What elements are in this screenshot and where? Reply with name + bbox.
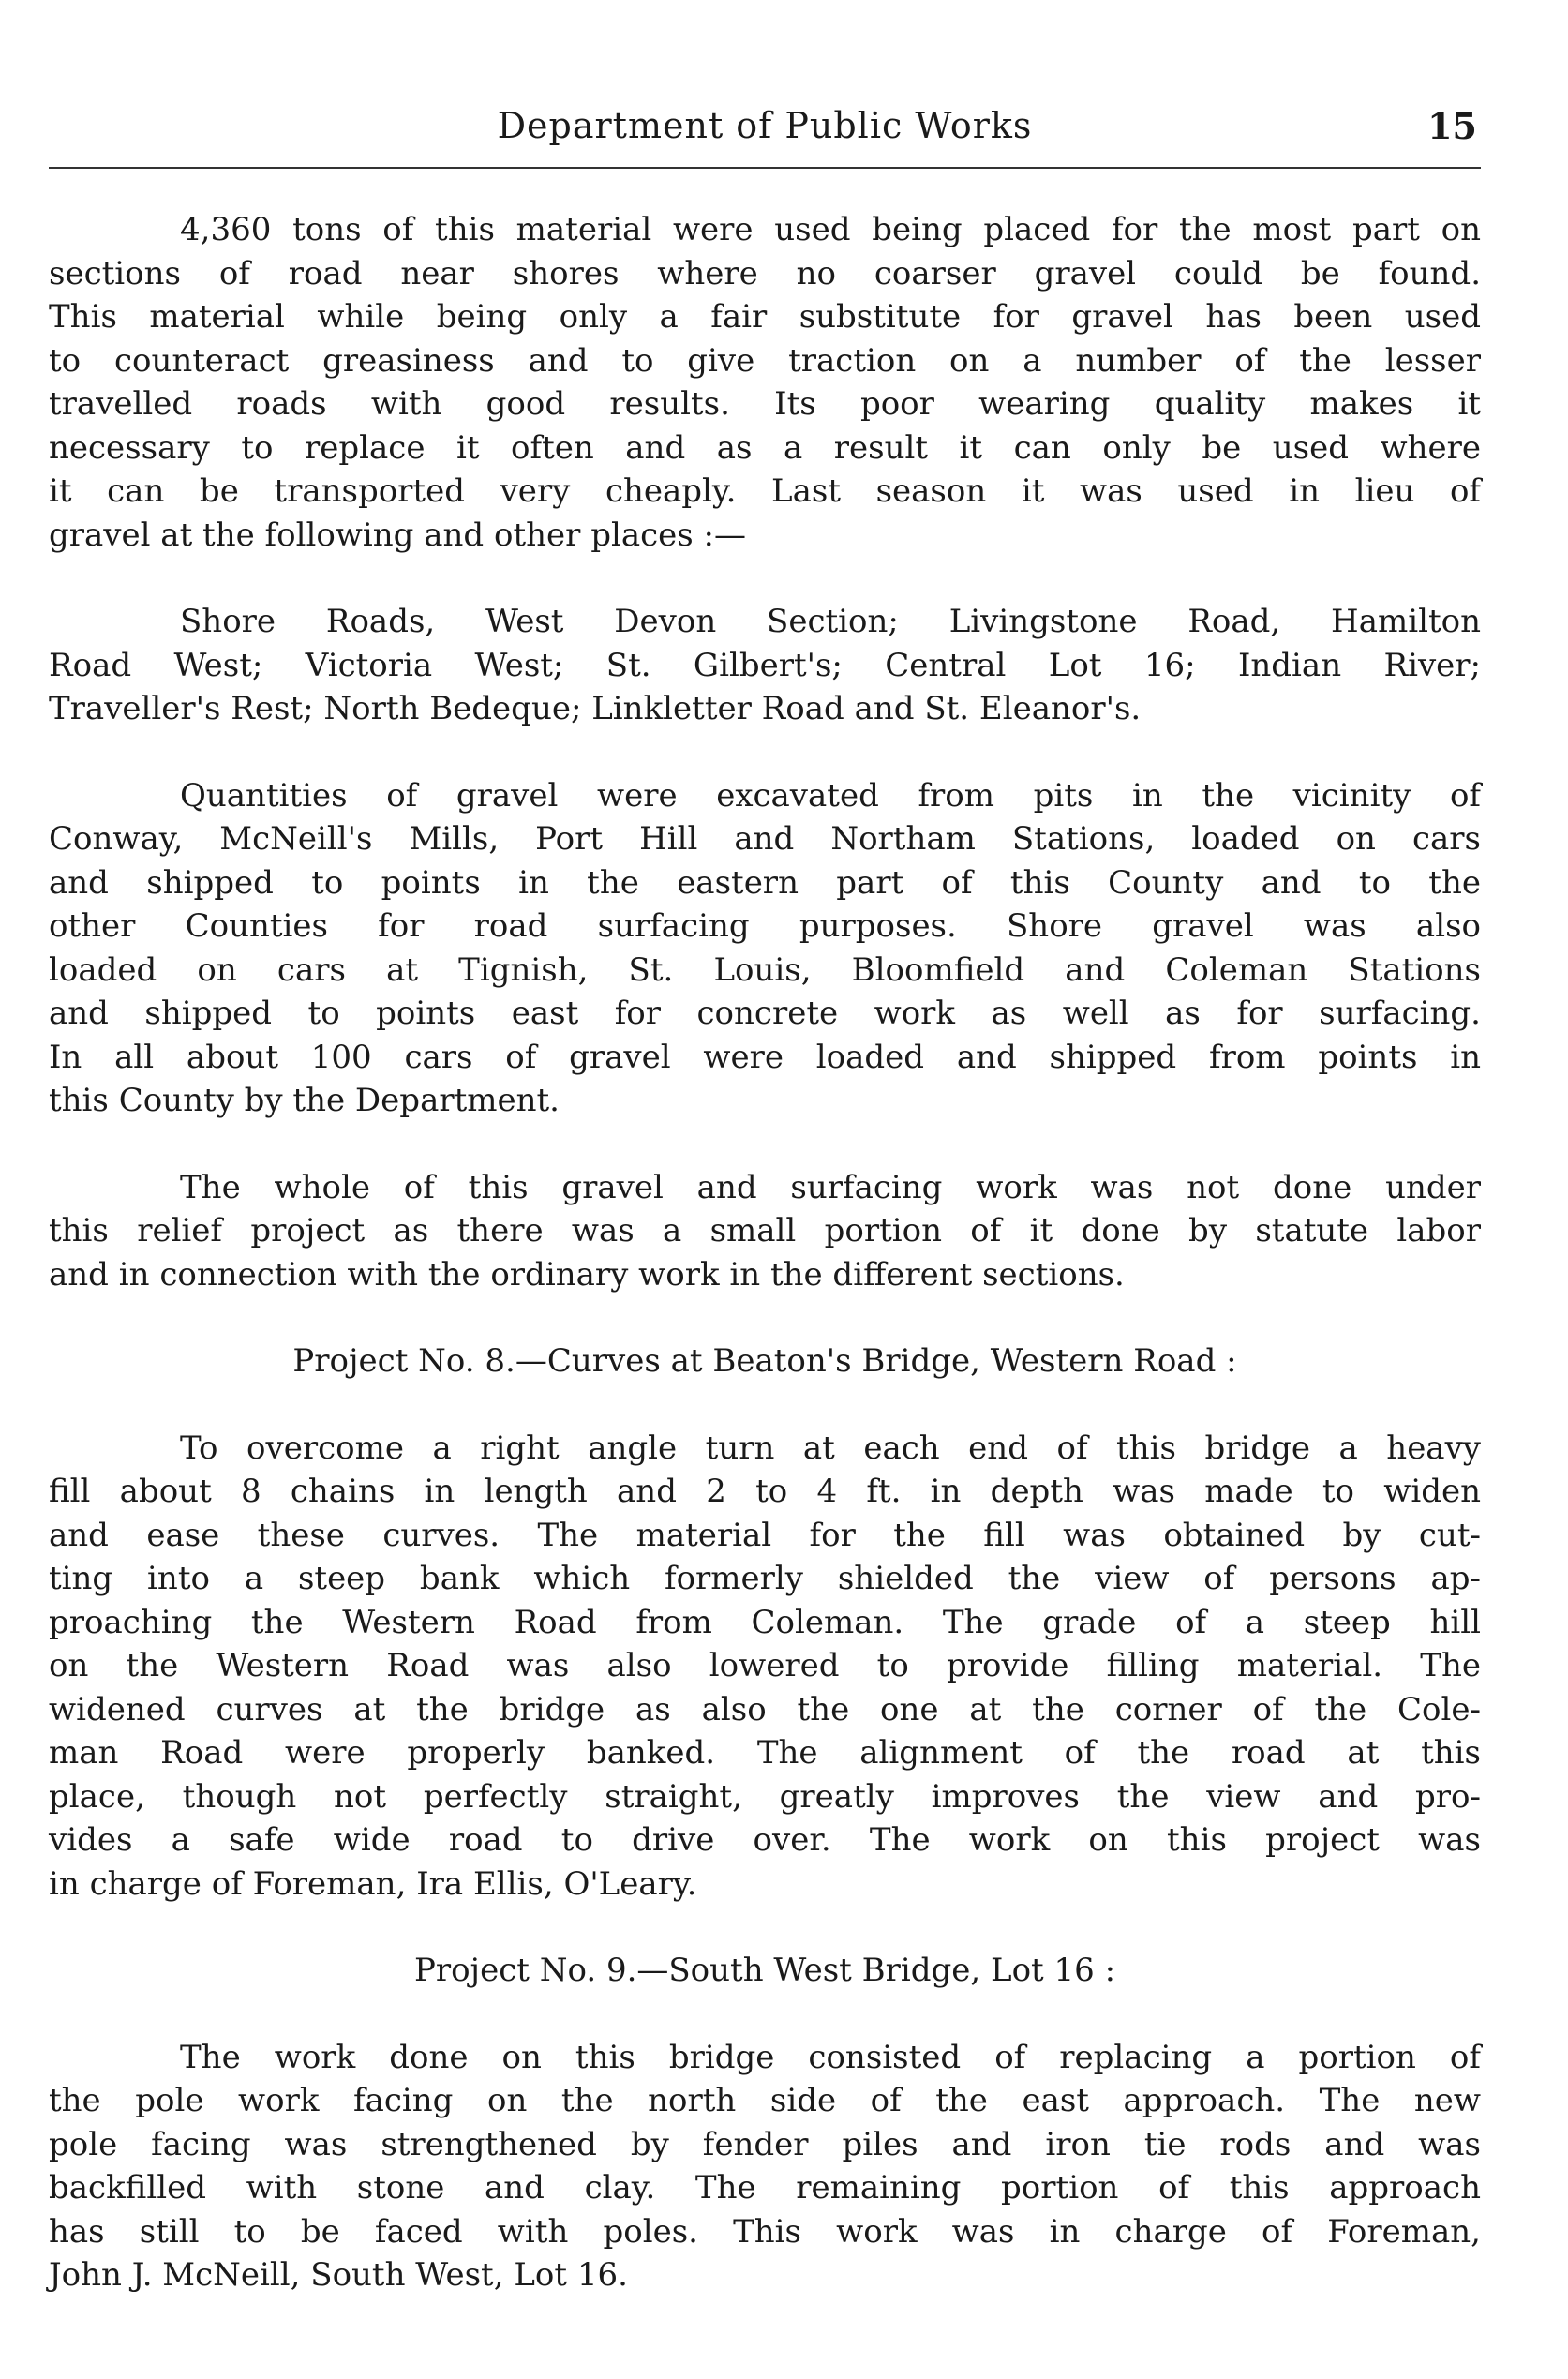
paragraph bbox=[49, 600, 1481, 731]
paragraph-gap bbox=[49, 1384, 1481, 1427]
text-line: The whole of this gravel and surfacing work was not done under bbox=[180, 1168, 1481, 1206]
text-line: Conway, McNeill's Mills, Port Hill and Northam Stations, loaded on cars bbox=[49, 820, 1481, 858]
text-line: Road West; Victoria West; St. Gilbert's; Central Lot 16; Indian River; bbox=[49, 646, 1481, 684]
text-line: and shipped to points in the eastern part of this County and to the bbox=[49, 863, 1481, 902]
text-line: ting into a steep bank which formerly shielded the view of persons ap- bbox=[49, 1560, 1481, 1597]
text-line: has still to be faced with poles. This work was in charge of Foreman, bbox=[49, 2212, 1481, 2251]
text-line: sections of road near shores where no coarser gravel could be found. bbox=[49, 254, 1481, 292]
paragraph bbox=[49, 208, 1481, 557]
text-line: pole facing was strengthened by fender piles and iron tie rods and was bbox=[49, 2125, 1481, 2163]
text-line: travelled roads with good results. Its poor wearing quality makes it bbox=[49, 385, 1481, 423]
paragraph-gap bbox=[49, 1906, 1481, 1949]
text-line: vides a safe wide road to drive over. The work on this project was bbox=[49, 1821, 1481, 1859]
text-line: in charge of Foreman, Ira Ellis, O'Leary. bbox=[49, 1864, 697, 1903]
running-head bbox=[49, 105, 1481, 161]
text-line: Quantities of gravel were excavated from pits in the vicinity of bbox=[180, 776, 1481, 815]
text-line: and in connection with the ordinary work in the different sections. bbox=[49, 1255, 1125, 1294]
text-line: this County by the Department. bbox=[49, 1082, 560, 1119]
text-line: man Road were properly banked. The alignment of the road at this bbox=[49, 1734, 1481, 1772]
text-line: it can be transported very cheaply. Last season it was used in lieu of bbox=[49, 472, 1481, 510]
paragraph-gap bbox=[49, 1993, 1481, 2036]
paragraph-gap bbox=[49, 1296, 1481, 1339]
text-line: to counteract greasiness and to give traction on a number of the lesser bbox=[49, 341, 1481, 380]
body-text bbox=[49, 208, 1481, 2297]
text-line: other Counties for road surfacing purposes. Shore gravel was also bbox=[49, 907, 1481, 945]
project-heading: Project No. 9.—South West Bridge, Lot 16 : bbox=[413, 1952, 1116, 1989]
paragraph bbox=[49, 1427, 1481, 1907]
text-line: this relief project as there was a small portion of it done by statute labor bbox=[49, 1212, 1481, 1249]
text-line: gravel at the following and other places :— bbox=[49, 516, 746, 554]
text-line: To overcome a right angle turn at each end of this bridge a heavy bbox=[180, 1429, 1481, 1467]
paragraph-gap bbox=[49, 557, 1481, 600]
text-line: and shipped to points east for concrete work as well as for surfacing. bbox=[49, 995, 1481, 1032]
paragraph-gap bbox=[49, 1123, 1481, 1166]
paragraph-gap bbox=[49, 731, 1481, 774]
paragraph bbox=[49, 774, 1481, 1123]
text-line: necessary to replace it often and as a result it can only be used where bbox=[49, 428, 1481, 467]
header-rule bbox=[49, 167, 1481, 169]
text-line: backfilled with stone and clay. The remaining portion of this approach bbox=[49, 2169, 1481, 2207]
paragraph bbox=[49, 2036, 1481, 2297]
text-line: the pole work facing on the north side of the east approach. The new bbox=[49, 2082, 1481, 2119]
text-line: Traveller's Rest; North Bedeque; Linkletter Road and St. Eleanor's. bbox=[49, 690, 1142, 727]
text-line: The work done on this bridge consisted of replacing a portion of bbox=[180, 2038, 1481, 2076]
page-number: 15 bbox=[1427, 105, 1477, 147]
text-line: John J. McNeill, South West, Lot 16. bbox=[49, 2256, 628, 2294]
text-line: on the Western Road was also lowered to provide filling material. The bbox=[49, 1647, 1481, 1684]
text-line: This material while being only a fair substitute for gravel has been used bbox=[49, 298, 1481, 336]
text-line: 4,360 tons of this material were used being placed for the most part on bbox=[180, 211, 1481, 248]
text-line: Shore Roads, West Devon Section; Livingstone Road, Hamilton bbox=[180, 603, 1481, 640]
text-line: proaching the Western Road from Coleman. The grade of a steep hill bbox=[49, 1603, 1481, 1641]
project-heading: Project No. 8.—Curves at Beaton's Bridge, Western Road : bbox=[292, 1342, 1237, 1380]
text-line: loaded on cars at Tignish, St. Louis, Bloomfield and Coleman Stations bbox=[49, 950, 1481, 989]
text-line: In all about 100 cars of gravel were loaded and shipped from points in bbox=[49, 1038, 1481, 1076]
text-line: and ease these curves. The material for the fill was obtained by cut- bbox=[49, 1516, 1481, 1554]
text-line: place, though not perfectly straight, greatly improves the view and pro- bbox=[49, 1777, 1481, 1816]
paragraph bbox=[49, 1166, 1481, 1297]
text-line: fill about 8 chains in length and 2 to 4 ft. in depth was made to widen bbox=[49, 1473, 1481, 1510]
running-title: Department of Public Works bbox=[497, 105, 1033, 146]
text-line: widened curves at the bridge as also the one at the corner of the Cole- bbox=[49, 1690, 1481, 1728]
